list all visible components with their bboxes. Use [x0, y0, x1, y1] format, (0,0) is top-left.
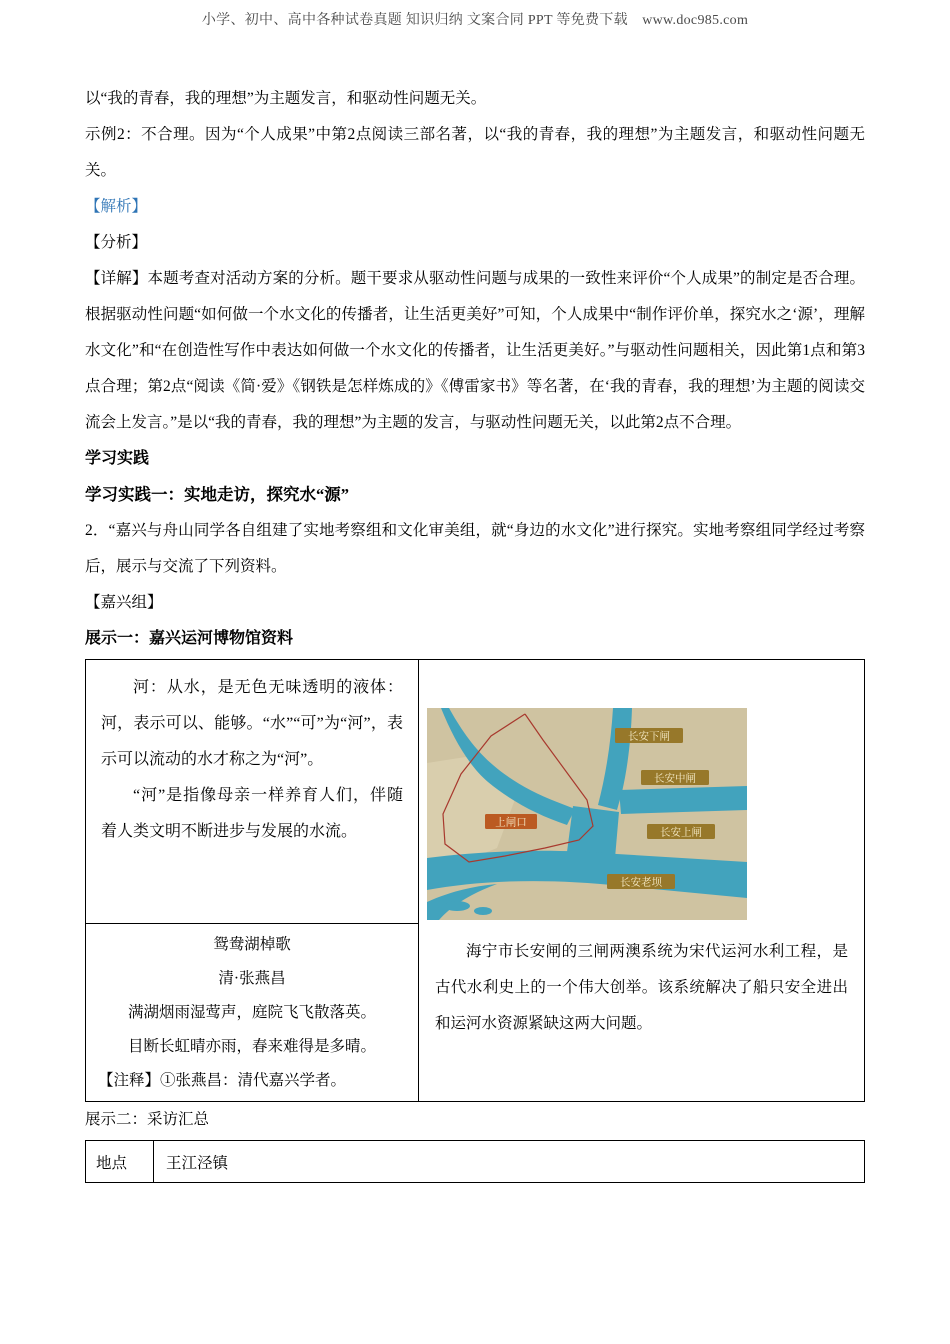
poem-line-2: 目断长虹晴亦雨，春来难得是多晴。	[127, 1038, 376, 1055]
site-header	[0, 0, 950, 29]
map-label-changan-laoba	[607, 874, 675, 889]
display2-table	[85, 1140, 865, 1183]
river-right-horizontal	[619, 786, 747, 814]
map-label-text: 长安下闸	[628, 730, 670, 743]
map-label-shangzhakou	[485, 814, 537, 829]
map-label-changan-shangzha	[647, 824, 715, 839]
display2-table-row	[86, 1141, 865, 1183]
document-content	[0, 29, 950, 1183]
poem-title: 鸳鸯湖棹歌	[213, 936, 291, 953]
river-definition-cell	[86, 660, 419, 924]
map-label-text: 长安中闸	[654, 772, 696, 785]
canal-caption-paragraph: 海宁市长安闸的三闸两澳系统为宋代运河水利工程，是古代水利史上的一个伟大创举。该系统解决了船只安全进出和运河水资源紧缺这两大问题。	[435, 943, 848, 1032]
fenxi-label: 【分析】	[85, 234, 148, 251]
section-heading-practice: 学习实践	[85, 450, 150, 467]
analysis-label: 【解析】	[85, 198, 148, 215]
display2-title: 展示二：采访汇总	[85, 1111, 210, 1128]
definition-paragraph-2: “河”是指像母亲一样养育人们，伴随着人类文明不断进步与发展的水流。	[101, 787, 403, 840]
map-label-changan-zhongzha	[641, 770, 709, 785]
display1-table-row-1	[86, 660, 865, 924]
jiaxing-group-label: 【嘉兴组】	[85, 594, 163, 611]
map-label-text: 上闸口	[495, 816, 527, 829]
detail-explanation-paragraph: 【详解】本题考查对活动方案的分析。题干要求从驱动性问题与成果的一致性来评价“个人成果”的制定是否合理。根据驱动性问题“如何做一个水文化的传播者，让生活更美好”可知，个人成果中“制作评价单，探究水之‘源’，理解水文化”和“在创造性写作中表达如何做一个水文化的传播者，让生活更美好。”与驱动性问题相关，因此第1点和第3点合理；第2点“阅读《简·爱》《钢铁是怎样炼成的》《傅雷家书》等名著，在‘我的青春，我的理想’为主题的阅读交流会上发言。”是以“我的青春，我的理想”为主题的发言，与驱动性问题无关，以此第2点不合理。	[85, 270, 865, 431]
river-connector	[567, 806, 619, 858]
display1-table	[85, 659, 865, 1102]
section-heading-practice-one: 学习实践一：实地走访，探究水“源”	[85, 485, 349, 504]
map-label-text: 长安上闸	[660, 826, 702, 839]
poem-cell	[86, 924, 419, 1102]
site-header-text: 小学、初中、高中各种试卷真题 知识归纳 文案合同 PPT 等免费下载 www.doc985.com	[201, 13, 749, 28]
poem-note: 【注释】①张燕昌：清代嘉兴学者。	[98, 1072, 347, 1089]
question-2-paragraph: 2．“嘉兴与舟山同学各自组建了实地考察组和文化审美组，就“身边的水文化”进行探究。实地考察组同学经过考察后，展示与交流了下列资料。	[85, 522, 865, 575]
answer-example2-paragraph: 示例2：不合理。因为“个人成果”中第2点阅读三部名著，以“我的青春，我的理想”为主题发言，和驱动性问题无关。	[85, 126, 865, 179]
canal-map-svg	[427, 708, 747, 920]
poem-author: 清·张燕昌	[218, 970, 286, 987]
map-label-text: 长安老坝	[620, 876, 662, 889]
definition-paragraph-1: 河：从水，是无色无味透明的液体：河，表示可以、能够。“水”“可”为“河”，表示可以流动的水才称之为“河”。	[101, 679, 403, 768]
poem-line-1: 满湖烟雨湿莺声，庭院飞飞散落英。	[127, 1004, 376, 1021]
map-label-changan-xiazha	[615, 728, 683, 743]
answer-continuation-paragraph: 以“我的青春，我的理想”为主题发言，和驱动性问题无关。	[85, 90, 487, 107]
canal-info-cell	[419, 660, 865, 1102]
location-value-cell: 王江泾镇	[154, 1141, 865, 1183]
pond-shape-1	[444, 901, 470, 911]
pond-shape-2	[474, 907, 492, 915]
display1-title: 展示一：嘉兴运河博物馆资料	[85, 630, 294, 647]
location-header-cell: 地点	[86, 1141, 154, 1183]
canal-map-image	[427, 708, 747, 920]
